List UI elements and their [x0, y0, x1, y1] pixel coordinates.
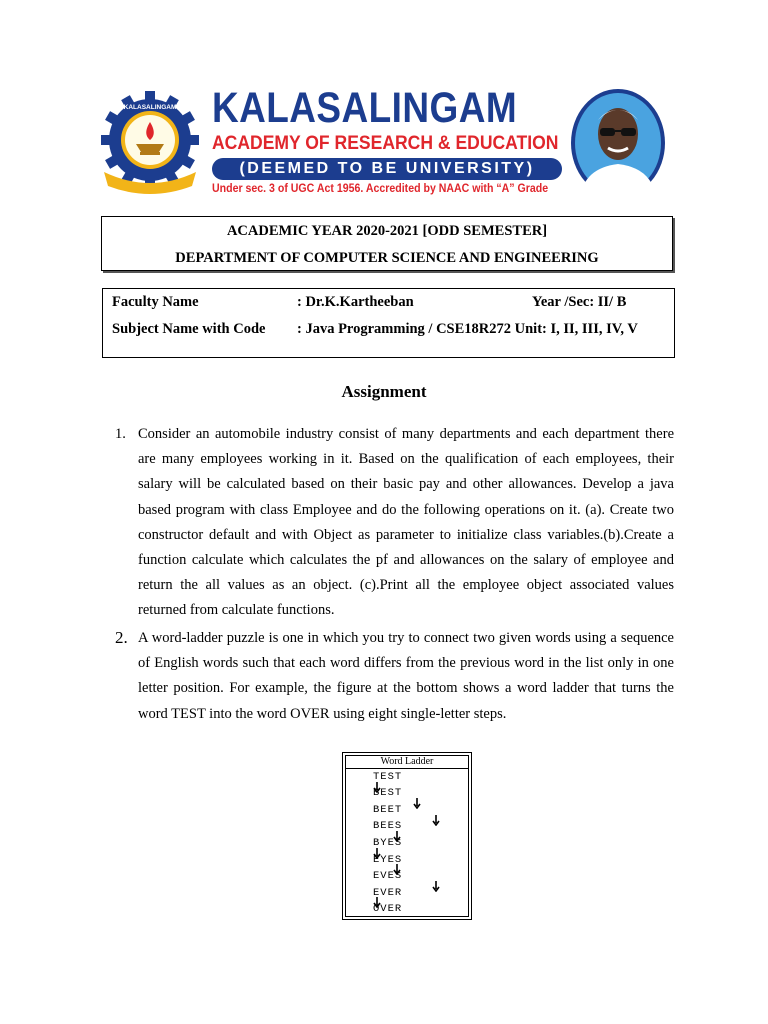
academic-year-box: [101, 216, 673, 271]
ladder-word: EVES: [373, 870, 403, 882]
faculty-label: Faculty Name: [112, 294, 199, 310]
down-arrow-icon: [373, 848, 381, 859]
accreditation-note: Under sec. 3 of UGC Act 1956. Accredited by NAAC with “A” Grade: [212, 183, 549, 195]
ladder-word: OVER: [373, 903, 403, 915]
down-arrow-icon: [432, 815, 440, 826]
brand-block: [212, 86, 564, 195]
down-arrow-icon: [432, 881, 440, 892]
word-ladder-title: Word Ladder: [346, 756, 468, 769]
ladder-word: BYES: [373, 837, 403, 849]
ladder-word: TEST: [373, 771, 403, 783]
down-arrow-icon: [373, 782, 381, 793]
subject-value: : Java Programming / CSE18R272 Unit: I, II, III, IV, V: [297, 321, 638, 337]
down-arrow-icon: [373, 897, 381, 908]
ladder-word: EYES: [373, 854, 403, 866]
down-arrow-icon: [393, 831, 401, 842]
question-text: A word-ladder puzzle is one in which you try to connect two given words using a sequence of English words such that each word differs from the previous word in the list only in one letter position. For example, the figure at the bottom shows a word ladder that turns the word TEST into the word OVER using eight single-letter steps.: [138, 630, 674, 722]
subject-label: Subject Name with Code: [112, 321, 266, 337]
down-arrow-icon: [393, 864, 401, 875]
assignment-title: Assignment: [341, 382, 427, 401]
year-section: Year /Sec: II/ B: [532, 294, 627, 310]
academic-year-heading: ACADEMIC YEAR 2020-2021 [ODD SEMESTER]: [226, 223, 548, 239]
course-info-box: [102, 288, 675, 358]
university-name: KALASALINGAM: [212, 84, 518, 132]
faculty-value: : Dr.K.Kartheeban: [297, 294, 414, 310]
university-subtitle: ACADEMY OF RESEARCH & EDUCATION: [212, 132, 559, 154]
deemed-university-band: (DEEMED TO BE UNIVERSITY): [212, 158, 562, 180]
founder-portrait: [570, 88, 666, 198]
ladder-word: BEST: [373, 787, 403, 799]
ladder-word: EVER: [373, 887, 403, 899]
university-seal-logo: [100, 90, 200, 196]
university-header: [100, 86, 670, 201]
question-number: 2.: [115, 628, 128, 647]
word-ladder-frame: [345, 755, 469, 917]
question-text: Consider an automobile industry consist of many departments and each department there are many employees working in it. Based on the qualification of each employees, their salary will be calculated based on their basic pay and other allowances. Develop a java based program with class Employee and do the following operations on it. (a). Create two constructor default and with Object as parameter to initialize class variables.(b).Create a function calculate which calculates the pf and allowances on the salary of employee and return the all values as an object. (c).Print all the employee object associated values returned from calculate functions.: [138, 426, 674, 619]
word-ladder-figure: [342, 752, 472, 920]
question-number: 1.: [115, 426, 126, 442]
ladder-word: BEES: [373, 820, 403, 832]
svg-text:KALASALINGAM: KALASALINGAM: [123, 104, 177, 111]
department-heading: DEPARTMENT OF COMPUTER SCIENCE AND ENGINEERING: [175, 250, 599, 266]
ladder-word: BEET: [373, 804, 403, 816]
down-arrow-icon: [413, 798, 421, 809]
